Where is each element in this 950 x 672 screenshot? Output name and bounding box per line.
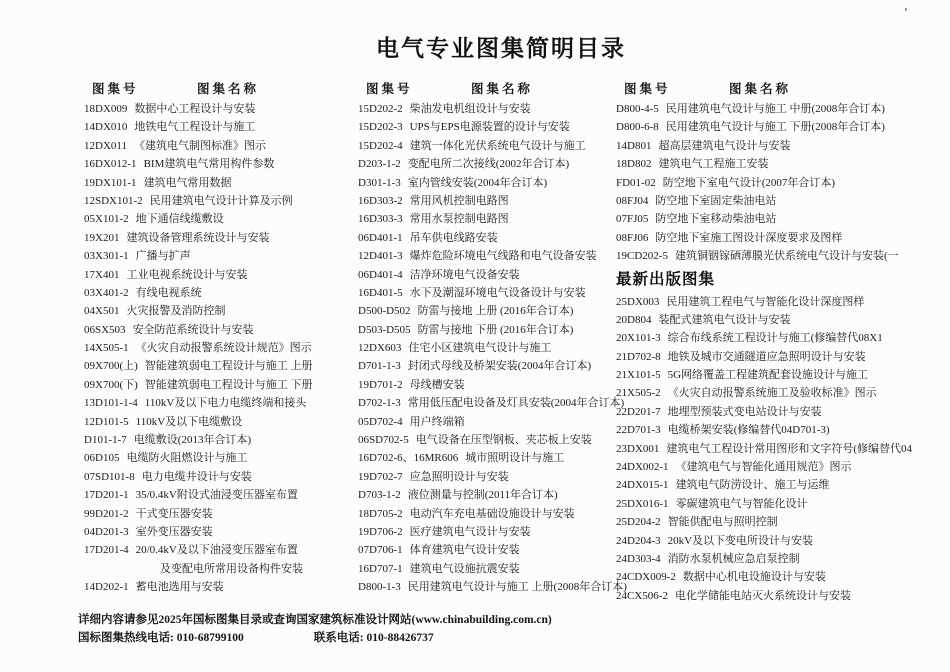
atlas-code: 06SX503 [84,323,126,336]
atlas-code: 16D303-2 [358,194,403,207]
atlas-code: 13D101-1-4 [84,397,138,410]
list-item [358,523,618,541]
atlas-code: D101-1-7 [84,434,127,447]
list-item [616,210,950,228]
atlas-name: 洁净环境电气设备安装 [409,268,520,281]
atlas-name: 5G网络覆盖工程建筑配套设施设计与施工 [667,369,869,382]
atlas-code: 18D802 [616,158,652,171]
atlas-code: D702-1-3 [358,397,401,410]
list-item [358,302,618,320]
list-item [616,384,950,402]
atlas-name: 数据中心机电设施设计与安装 [682,571,826,584]
atlas-code: D800-4-5 [616,103,659,115]
atlas-name: 封闭式母线及桥架安装(2004年合订本) [407,360,592,373]
atlas-code: 14D202-1 [84,581,129,594]
atlas-name: 室内管线安装(2004年合订本) [407,176,548,189]
list-item [616,550,950,568]
list-item [616,118,950,136]
list-item [358,560,618,578]
atlas-code: 16DX012-1 [84,158,137,171]
atlas-code: 16D707-1 [358,562,403,575]
atlas-code: 19D706-2 [358,525,403,538]
column-header-code: 图集号 [624,82,671,96]
list-item [616,568,950,586]
atlas-name: 有线电视系统 [135,286,202,299]
atlas-code: 20X101-3 [616,332,661,345]
list-item [84,486,358,504]
atlas-code: 21X101-5 [616,369,661,382]
list-item [84,468,358,486]
catalog-list [616,100,950,605]
list-item [358,229,618,247]
atlas-name: 建筑设备管理系统设计与安装 [126,231,270,244]
list-item [616,137,950,155]
list-item [616,458,950,476]
atlas-name: 变配电所二次接线(2002年合订本) [407,158,570,171]
list-item [358,449,618,467]
atlas-name: 智能供配电与照明控制 [667,516,778,529]
atlas-code: 18DX009 [84,103,128,115]
atlas-code: 09X700(下) [84,378,138,391]
page-footer [78,612,552,647]
atlas-code: 16D702-6、16MR606 [358,452,459,465]
atlas-name: 建筑电气工程施工安装 [658,158,769,171]
atlas-name: 20/0.4kV及以下油浸变压器室布置 [135,544,298,557]
atlas-name: 地铁及城市交通隧道应急照明设计与安装 [667,350,866,363]
list-item [616,247,950,265]
atlas-code: D503-D505 [358,323,411,336]
list-item [358,155,618,173]
atlas-code: 14DX010 [84,121,128,134]
atlas-code: 04X501 [84,305,120,318]
atlas-code: 18D705-2 [358,507,403,520]
atlas-name: 液位测量与控制(2011年合订本) [407,489,558,502]
list-item [358,339,618,357]
list-item [616,174,950,192]
atlas-code: 17D201-4 [84,544,129,557]
atlas-code: 12SDX101-2 [84,194,143,207]
atlas-name: 城市照明设计与施工 [465,452,565,465]
list-item [616,476,950,494]
footer-contact: 联系电话: 010-88426737 [313,631,434,644]
atlas-code: 25DX003 [616,295,660,308]
atlas-code: 21D702-8 [616,350,661,363]
atlas-code: 08FJ06 [616,231,649,244]
atlas-name: 《建筑电气与智能化通用规范》图示 [675,461,852,474]
list-item [616,293,950,311]
list-item [84,541,358,559]
atlas-name: 超高层建筑电气设计与安装 [658,139,791,152]
catalog-column-2 [358,79,627,597]
footer-note: 详细内容请参见2025年国标图集目录或查询国家建筑标准设计网站(www.chinabuilding.com.cn) [78,614,552,626]
list-item [616,229,950,247]
atlas-code: 20D804 [616,313,652,326]
atlas-name: 防空地下室固定柴油电站 [655,194,777,207]
atlas-code: 15D202-3 [358,121,403,134]
list-item [84,137,358,155]
list-item [616,348,950,366]
list-item [616,440,950,458]
list-item [84,229,358,247]
atlas-code: 16D303-3 [358,213,403,226]
atlas-code: 07SD101-8 [84,470,135,483]
atlas-name: 柴油发电机组设计与安装 [409,103,531,115]
atlas-code: 19DX101-1 [84,176,137,189]
atlas-code: 22D201-7 [616,405,661,418]
list-item [84,321,358,339]
list-item [358,578,627,596]
list-item [84,210,358,228]
atlas-name: 民用建筑电气设计与施工 下册(2008年合订本) [665,121,885,134]
list-item [358,413,618,431]
atlas-name: 建筑电气设施抗震安装 [409,562,520,575]
list-item [616,403,950,421]
atlas-code: 21X505-2 [616,387,661,400]
atlas-code: 07D706-1 [358,544,403,557]
list-item [84,505,358,523]
list-item [616,155,950,173]
atlas-name: 干式变压器安装 [135,507,213,520]
page-title: 电气专业图集简明目录 [376,36,626,61]
atlas-code: D800-1-3 [358,581,401,594]
atlas-code: D703-1-2 [358,489,401,502]
footer-hotline: 国标图集热线电话: 010-68799100 [78,631,244,644]
atlas-name: 民用建筑电气设计计算及示例 [149,194,293,207]
atlas-code: D701-1-3 [358,360,401,373]
list-item [358,431,618,449]
atlas-code: 24DX002-1 [616,461,669,474]
list-item [84,413,358,431]
atlas-name: 建筑电气常用数据 [143,176,232,189]
list-item [84,449,358,467]
footer-phones [78,630,552,648]
list-item [358,505,618,523]
list-item [616,192,950,210]
atlas-name: 防雷与接地 上册 (2016年合订本) [417,305,574,318]
atlas-code: 06D401-4 [358,268,403,281]
atlas-code: 06D105 [84,452,120,465]
list-item [358,247,618,265]
list-item [84,394,358,412]
list-item [84,118,358,136]
atlas-code: 19X201 [84,231,120,244]
atlas-name: 智能建筑弱电工程设计与施工 上册 [144,360,313,373]
atlas-code: D500-D502 [358,305,411,318]
atlas-code: 09X700(上) [84,360,138,373]
atlas-code: 04D201-3 [84,525,129,538]
atlas-name: 地铁电气工程设计与施工 [134,121,256,134]
list-item [616,495,950,513]
atlas-code: 14D801 [616,139,652,152]
atlas-name: 常用低压配电设备及灯具安装(2004年合订本) [407,397,625,410]
atlas-name: 广播与扩声 [135,250,191,263]
catalog-list [84,100,358,597]
atlas-name: 住宅小区建筑电气设计与施工 [408,342,552,355]
catalog-list [358,100,627,597]
atlas-code: 19D702-7 [358,470,403,483]
list-item [84,247,358,265]
atlas-name: 110kV及以下电力电缆终端和接头 [144,397,307,410]
list-item [84,100,358,118]
atlas-code: 12D101-5 [84,415,129,428]
atlas-code: 12D401-3 [358,250,403,263]
atlas-name: 建筑一体化光伏系统电气设计与施工 [409,139,586,152]
list-item [358,486,618,504]
atlas-name: 电缆防火阻燃设计与施工 [126,452,248,465]
atlas-name: 防空地下室施工图设计深度要求及图样 [655,231,843,244]
catalog-column-3 [616,79,950,605]
atlas-name: 水下及潮湿环境电气设备设计与安装 [409,286,586,299]
atlas-code: D301-1-3 [358,176,401,189]
list-item [358,394,625,412]
atlas-code: 24CDX009-2 [616,571,676,584]
atlas-name: 工业电视系统设计与安装 [126,268,248,281]
atlas-name: 防空地下室移动柴油电站 [655,213,777,226]
atlas-name: 民用建筑电气设计与施工 中册(2008年合订本) [665,103,885,115]
list-item [84,192,358,210]
atlas-code: 25D204-2 [616,516,661,529]
atlas-name: 电缆敷设(2013年合订本) [133,434,252,447]
atlas-code: FD01-02 [616,176,656,189]
atlas-code: 24D204-3 [616,534,661,547]
list-item [358,376,618,394]
list-item [84,431,358,449]
atlas-name: 电力电缆井设计与安装 [141,470,252,483]
column-header-code: 图集号 [92,82,139,96]
atlas-name: 常用风机控制电路图 [409,194,509,207]
atlas-name: 20kV及以下变电所设计与安装 [667,534,814,547]
list-item [616,100,950,118]
atlas-name: 吊车供电线路安装 [409,231,498,244]
atlas-name: 装配式建筑电气设计与安装 [658,313,791,326]
column-header [358,79,618,97]
list-item [358,137,618,155]
list-item [358,321,618,339]
atlas-code: 03X301-1 [84,250,129,263]
list-item [358,266,618,284]
atlas-name: 民用建筑工程电气与智能化设计深度图样 [666,295,865,308]
atlas-name: 防雷与接地 下册 (2016年合订本) [417,323,574,336]
list-item [358,100,618,118]
catalog-column-1 [84,79,358,597]
atlas-name: 防空地下室电气设计(2007年合订本) [662,176,836,189]
atlas-code: 14X505-1 [84,342,129,355]
atlas-code: 24DX015-1 [616,479,669,492]
atlas-name: 常用水泵控制电路图 [409,213,509,226]
list-item [358,192,618,210]
atlas-name: 35/0.4kV附设式油浸变压器室布置 [135,489,298,502]
list-item [358,284,618,302]
column-header-name: 图集名称 [729,82,792,96]
atlas-name: 电气设备在压型钢板、夹芯板上安装 [415,434,592,447]
atlas-name: 电动汽车充电基础设施设计与安装 [409,507,575,520]
atlas-name: 应急照明设计与安装 [409,470,509,483]
atlas-name: 电缆桥架安装(修编替代04D701-3) [667,424,830,437]
atlas-code: D800-6-8 [616,121,659,134]
atlas-name: 建筑电气工程设计常用图形和文字符号(修编替代04 [666,442,913,455]
atlas-name: BIM建筑电气常用构件参数 [143,158,275,171]
list-item [616,513,950,531]
atlas-code: 12DX603 [358,342,402,355]
atlas-code: 99D201-2 [84,507,129,520]
atlas-name: 《火灾自动报警系统设计规范》图示 [135,342,312,355]
list-item [358,357,618,375]
atlas-code: D203-1-2 [358,158,401,171]
atlas-code: 07FJ05 [616,213,649,226]
atlas-code: 17X401 [84,268,120,281]
list-item [84,523,358,541]
atlas-name: 建筑铜铟镓硒薄膜光伏系统电气设计与安装(一 [674,250,899,263]
atlas-name: 火灾报警及消防控制 [126,305,226,318]
list-item [84,266,358,284]
atlas-name: 民用建筑电气设计与施工 上册(2008年合订本) [407,581,627,594]
section-header-new-releases: 最新出版图集 [616,270,716,288]
list-item [616,311,950,329]
atlas-code: 15D202-4 [358,139,403,152]
atlas-name: 体育建筑电气设计安装 [409,544,520,557]
column-header [84,79,358,97]
atlas-name: 《火灾自动报警系统施工及验收标准》图示 [667,387,877,400]
atlas-name: 蓄电池选用与安装 [135,581,224,594]
atlas-code: 08FJ04 [616,194,649,207]
atlas-name: 爆炸危险环境电气线路和电气设备安装 [409,250,597,263]
atlas-name: 安全防范系统设计与安装 [132,323,254,336]
list-item [358,118,618,136]
column-header-name: 图集名称 [197,82,260,96]
list-item [616,421,950,439]
atlas-name: 智能建筑弱电工程设计与施工 下册 [144,378,313,391]
list-item [84,578,358,596]
list-item [84,155,358,173]
list-item [358,210,618,228]
list-item [358,174,618,192]
atlas-name: 母线槽安装 [409,378,465,391]
atlas-name: 消防水泵机械应急启泵控制 [667,552,800,565]
list-item [358,541,618,559]
atlas-name: 电化学储能电站灭火系统设计与安装 [674,589,851,602]
list-item [84,174,358,192]
atlas-name: UPS与EPS电源装置的设计与安装 [409,121,570,134]
atlas-code: 05X101-2 [84,213,129,226]
atlas-code: 22D701-3 [616,424,661,437]
atlas-code: 06D401-1 [358,231,403,244]
scan-artifact [905,8,907,11]
atlas-name: 地埋型预装式变电站设计与安装 [667,405,822,418]
list-item [84,339,358,357]
atlas-code: 24CX506-2 [616,589,668,602]
atlas-code: 15D202-2 [358,103,403,115]
atlas-name: 《建筑电气制图标准》图示 [133,139,266,152]
atlas-name: 110kV及以下电缆敷设 [135,415,243,428]
list-item [84,284,358,302]
atlas-name: 综合布线系统工程设计与施工(修编替代08X1 [667,332,883,345]
list-item [84,376,358,394]
atlas-name: 建筑电气防涝设计、施工与运维 [675,479,830,492]
list-item [616,329,950,347]
atlas-code: 25DX016-1 [616,497,669,510]
list-item [84,302,358,320]
column-header [616,79,950,97]
atlas-code: 19D701-2 [358,378,403,391]
atlas-name: 室外变压器安装 [135,525,213,538]
column-header-code: 图集号 [366,82,413,96]
list-item-continuation: 及变配电所常用设备构件安装 [160,562,303,575]
list-item [84,357,358,375]
atlas-code: 03X401-2 [84,286,129,299]
atlas-code: 05D702-4 [358,415,403,428]
list-item [616,532,950,550]
atlas-name: 零碳建筑电气与智能化设计 [675,497,808,510]
atlas-code: 23DX001 [616,442,660,455]
atlas-code: 12DX011 [84,139,127,152]
column-header-name: 图集名称 [471,82,534,96]
atlas-name: 地下通信线缆敷设 [135,213,224,226]
atlas-code: 16D401-5 [358,286,403,299]
atlas-name: 医疗建筑电气设计与安装 [409,525,531,538]
list-item [358,468,618,486]
atlas-name: 数据中心工程设计与安装 [134,103,256,115]
list-item [616,366,950,384]
atlas-name: 用户终端箱 [409,415,465,428]
atlas-code: 17D201-1 [84,489,129,502]
atlas-code: 19CD202-5 [616,250,668,263]
list-item [616,587,950,605]
atlas-code: 06SD702-5 [358,434,409,447]
atlas-code: 24D303-4 [616,552,661,565]
